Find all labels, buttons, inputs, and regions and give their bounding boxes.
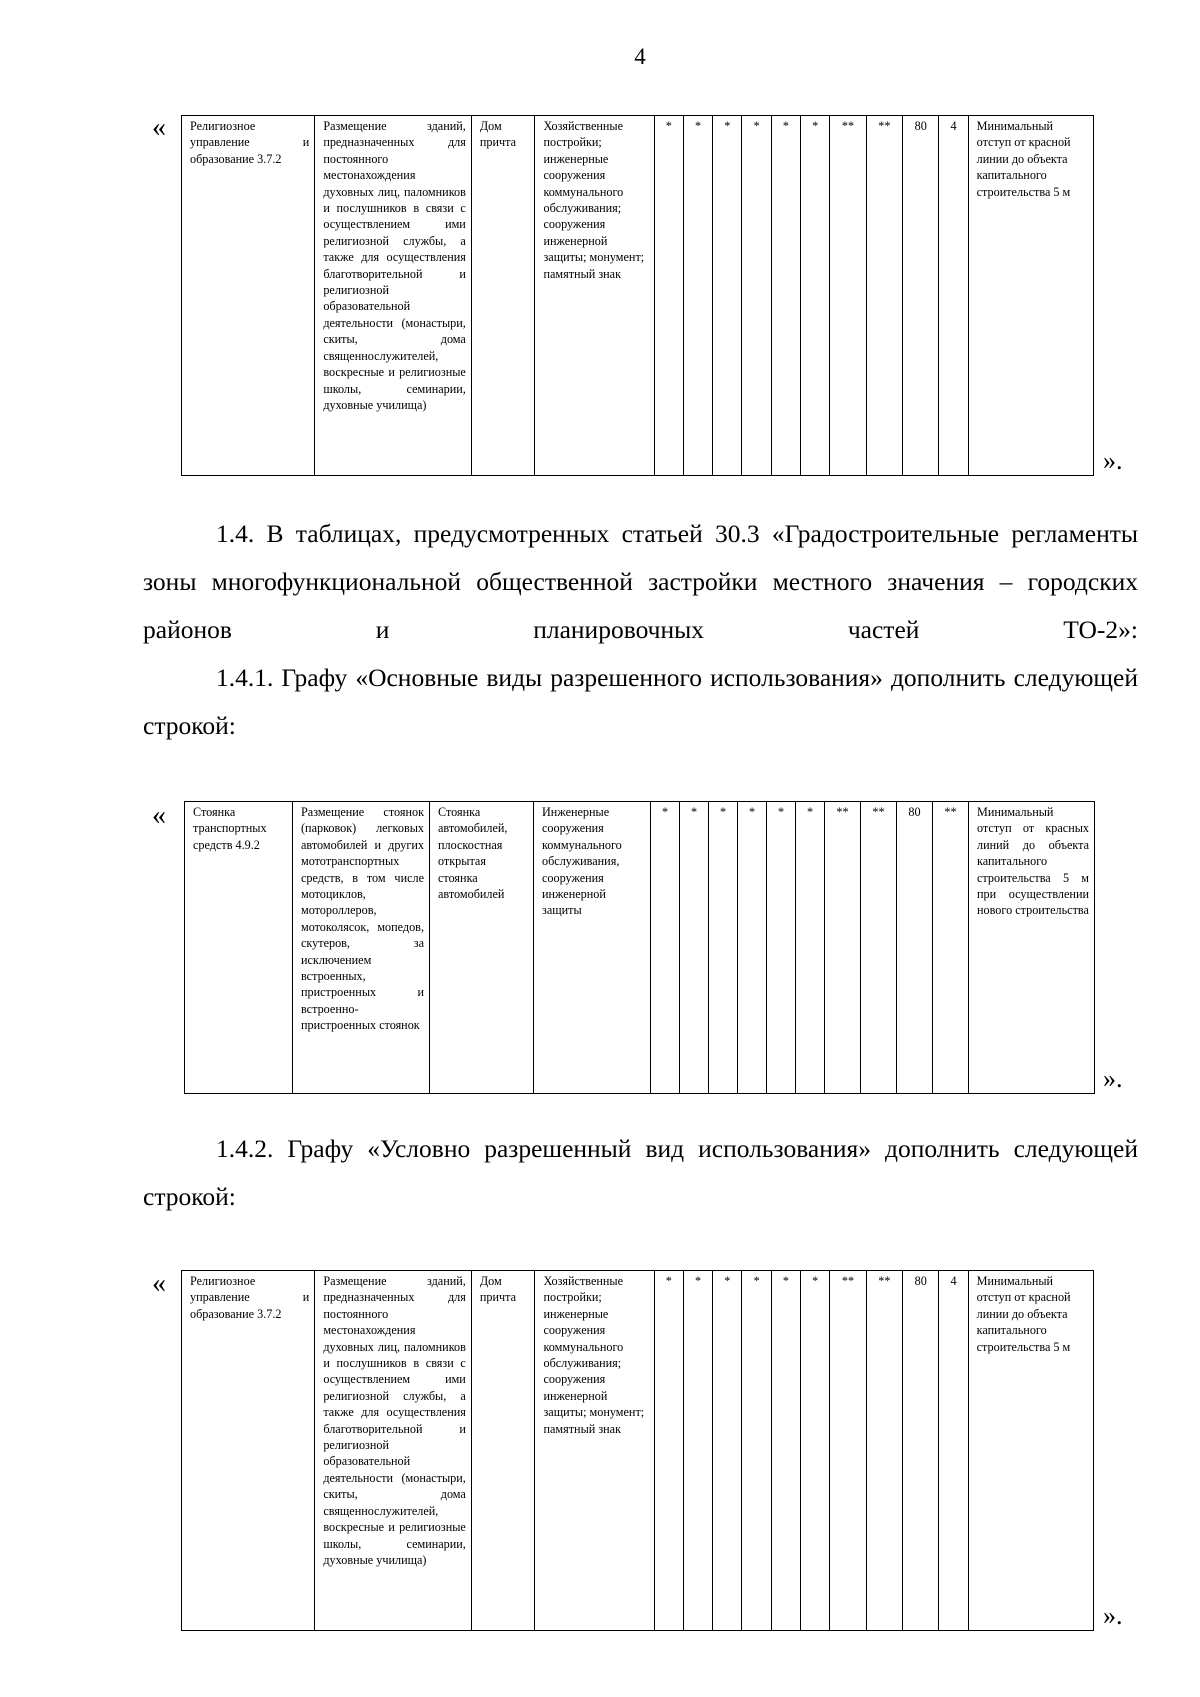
param-cell: * xyxy=(767,802,796,1094)
open-quote-2: « xyxy=(152,800,166,831)
paragraph-1-4-1: 1.4.1. Графу «Основные виды разрешенного использования» дополнить следующей строкой: xyxy=(143,663,1138,740)
param-cell: 80 xyxy=(897,802,933,1094)
table-row xyxy=(185,802,1095,1094)
close-quote-1: ». xyxy=(1103,446,1123,475)
param-cell: * xyxy=(680,802,709,1094)
paragraph-1-4: 1.4. В таблицах, предусмотренных статьей 30.3 «Градостроительные регламенты зоны многофункциональной общественной застройки местного значения – городских районов и планировочных частей ТО-2»: xyxy=(143,519,1138,644)
param-cell: ** xyxy=(861,802,897,1094)
param-cell: * xyxy=(713,1271,742,1631)
param-cell: * xyxy=(683,1271,712,1631)
param-cell: 4 xyxy=(939,1271,968,1631)
param-cell: * xyxy=(742,116,771,476)
param-cell: * xyxy=(771,1271,800,1631)
param-cell: * xyxy=(738,802,767,1094)
param-cell: * xyxy=(801,116,830,476)
param-cell: * xyxy=(742,1271,771,1631)
regulation-table-1 xyxy=(181,115,1094,476)
param-cell: ** xyxy=(830,1271,866,1631)
auxiliary-use-cell: Инженерные сооружения коммунального обслуживания, сооружения инженерной защиты xyxy=(534,802,651,1094)
building-type-cell: Дом причта xyxy=(471,116,535,476)
param-cell: * xyxy=(651,802,680,1094)
use-type-cell: Религиозное управление и образование 3.7.2 xyxy=(182,1271,315,1631)
param-cell: 4 xyxy=(939,116,968,476)
regulation-table-3 xyxy=(181,1270,1094,1631)
param-cell: * xyxy=(709,802,738,1094)
open-quote-1: « xyxy=(152,112,166,143)
page-number: 4 xyxy=(634,44,646,69)
note-cell: Минимальный отступ от красной линии до объекта капитального строительства 5 м xyxy=(968,1271,1093,1631)
param-cell: * xyxy=(713,116,742,476)
open-quote-3: « xyxy=(152,1268,166,1299)
param-cell: ** xyxy=(866,116,902,476)
close-quote-3: ». xyxy=(1103,1601,1123,1630)
auxiliary-use-cell: Хозяйственные постройки; инженерные сооружения коммунального обслуживания; сооружения инженерной защиты; монумент; памятный знак xyxy=(535,116,654,476)
note-cell: Минимальный отступ от красных линий до объекта капитального строительства 5 м при осуществлении нового строительства xyxy=(969,802,1095,1094)
param-cell: * xyxy=(654,1271,683,1631)
param-cell: 80 xyxy=(903,1271,939,1631)
use-description-cell: Размещение зданий, предназначенных для постоянного местонахождения духовных лиц, паломников и послушников в связи с осуществлением ими религиозной службы, а также для осуществления благотворительной и религиозной образовательной деятельности (монастыри, скиты, дома священнослужителей, воскресные и религиозные школы, семинарии, духовные училища) xyxy=(315,1271,472,1631)
use-description-cell: Размещение стоянок (парковок) легковых автомобилей и других мототранспортных средств, в том числе мотоциклов, мотороллеров, мотоколясок, мопедов, скутеров, за исключением встроенных, пристроенных и встроенно-пристроенных стоянок xyxy=(293,802,430,1094)
building-type-cell: Стоянка автомобилей, плоскостная открытая стоянка автомобилей xyxy=(430,802,534,1094)
table-row xyxy=(182,1271,1094,1631)
param-cell: ** xyxy=(933,802,969,1094)
param-cell: * xyxy=(771,116,800,476)
close-quote-2: ». xyxy=(1103,1064,1123,1093)
param-cell: ** xyxy=(866,1271,902,1631)
use-type-cell: Религиозное управление и образование 3.7.2 xyxy=(182,116,315,476)
param-cell: ** xyxy=(825,802,861,1094)
param-cell: * xyxy=(654,116,683,476)
paragraph-1-4-2: 1.4.2. Графу «Условно разрешенный вид использования» дополнить следующей строкой: xyxy=(143,1134,1138,1211)
building-type-cell: Дом причта xyxy=(471,1271,535,1631)
regulation-table-2 xyxy=(184,801,1095,1094)
table-row xyxy=(182,116,1094,476)
auxiliary-use-cell: Хозяйственные постройки; инженерные сооружения коммунального обслуживания; сооружения инженерной защиты; монумент; памятный знак xyxy=(535,1271,654,1631)
param-cell: ** xyxy=(830,116,866,476)
param-cell: * xyxy=(796,802,825,1094)
param-cell: * xyxy=(801,1271,830,1631)
param-cell: 80 xyxy=(903,116,939,476)
param-cell: * xyxy=(683,116,712,476)
use-type-cell: Стоянка транспортных средств 4.9.2 xyxy=(185,802,293,1094)
use-description-cell: Размещение зданий, предназначенных для постоянного местонахождения духовных лиц, паломников и послушников в связи с осуществлением ими религиозной службы, а также для осуществления благотворительной и религиозной образовательной деятельности (монастыри, скиты, дома священнослужителей, воскресные и религиозные школы, семинарии, духовные училища) xyxy=(315,116,472,476)
note-cell: Минимальный отступ от красной линии до объекта капитального строительства 5 м xyxy=(968,116,1093,476)
